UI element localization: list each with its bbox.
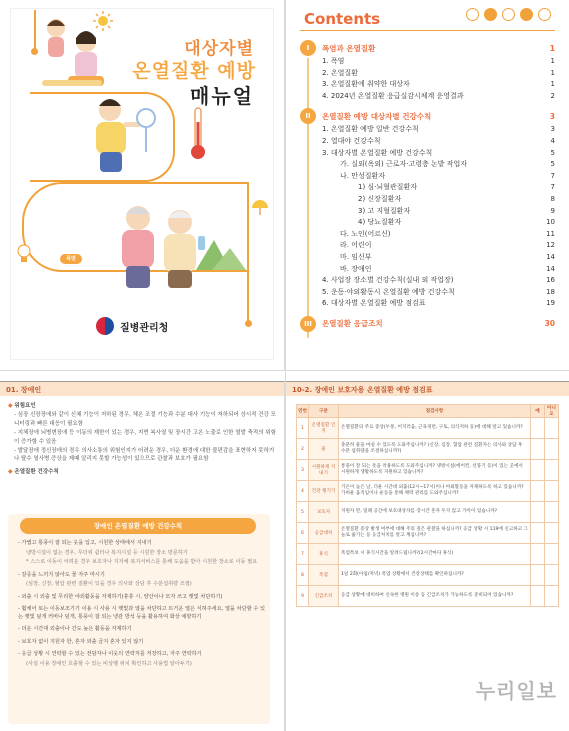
checklist-row <box>297 481 559 502</box>
contents-heading: Contents <box>304 10 381 28</box>
toc-page-number: 10 <box>546 218 555 227</box>
toc-item <box>300 275 555 287</box>
taegeuk-logo-icon <box>96 317 114 335</box>
toc-item <box>300 217 555 229</box>
no-checkbox[interactable] <box>545 502 559 523</box>
toc-item-title: 가. 실외(옥외) 근로자·고령층 논밭 작업자 <box>340 160 468 169</box>
hat-icon <box>484 8 497 21</box>
toc-item <box>300 194 555 206</box>
toc-item <box>300 148 555 160</box>
toc-item <box>300 68 555 80</box>
toc-page-number: 16 <box>546 276 555 285</box>
toc-item <box>300 171 555 183</box>
umbrella-icon <box>250 198 270 218</box>
yes-checkbox[interactable] <box>531 565 545 586</box>
toc-page-number: 9 <box>550 206 555 215</box>
toc-page-number: 8 <box>550 194 555 203</box>
guide-item: - 갈증을 느끼지 않아도 물 자주 마시기 <box>18 571 105 578</box>
toc-item-title: 3. 온열질환에 취약한 대상자 <box>322 80 410 89</box>
toc-item <box>300 264 555 276</box>
toc-item-title: 6. 대상자별 온열질환 예방 점검표 <box>322 299 426 308</box>
toc-item-title: 5. 운동·야외활동시 온열질환 예방 건강수칙 <box>322 287 455 296</box>
toc-item <box>300 240 555 252</box>
toc-section-title: 온열질환 예방 대상자별 건강수칙 <box>322 111 432 121</box>
cover-page <box>0 0 285 370</box>
heading-rule <box>300 30 555 31</box>
row-number: 8 <box>297 565 309 586</box>
cover-title-line3: 매뉴얼 <box>190 84 254 108</box>
toc-page-number: 3 <box>549 111 555 121</box>
no-checkbox[interactable] <box>545 460 559 481</box>
guide-item: - 더운 시간대 외출이나 간도 높은 활동을 자제하기 <box>18 626 132 632</box>
toc-item-title: 2) 신장질환자 <box>358 194 402 203</box>
toc-item-title: 4. 사업장 장소별 건강수칙(실내 외 작업장) <box>322 276 454 285</box>
toc-page-number: 4 <box>550 136 555 145</box>
yes-checkbox[interactable] <box>531 418 545 439</box>
risk-list <box>8 411 278 463</box>
row-category: 응급대처 <box>309 523 339 544</box>
lightbulb-icon <box>16 244 32 264</box>
toc-item-title: 4. 2024년 온열질환 응급실감시체계 운영결과 <box>322 91 464 100</box>
table-of-contents <box>300 40 555 332</box>
decor-line <box>247 182 249 322</box>
toc-item <box>300 79 555 91</box>
guide-items <box>18 540 266 673</box>
guide-item: - 휠체어 또는 이동보조기기 이용 시 사용 시 햇빛과 열을 차단하고 뜨거운 열은 식혀주세요, 열을 차단할 수 있는 햇빛 덮개 커버나 덮개, 통풍이 잘 되는 냉감 방석 등을 활용하여 화상 예방하기 <box>18 606 266 620</box>
toc-item <box>300 136 555 148</box>
toc-item <box>300 159 555 171</box>
row-number: 9 <box>297 586 309 607</box>
guide-title: 장애인 온열질환 예방 건강수칙 <box>20 518 256 534</box>
guide-item: - 외출 시 외출 및 무리한 야외활동을 자제하기(휴휴 시, 양산이나 모자 쓰고 햇빛 차단하기) <box>18 593 223 600</box>
toc-item <box>300 229 555 241</box>
row-number: 5 <box>297 502 309 523</box>
toc-item <box>300 287 555 299</box>
contents-icon-row <box>466 8 551 21</box>
checklist-row <box>297 502 559 523</box>
toc-page-number: 14 <box>546 252 555 261</box>
toc-section <box>300 40 555 56</box>
toc-item <box>300 91 555 103</box>
toc-page-number: 2 <box>550 91 555 100</box>
checklist-table <box>296 404 559 607</box>
row-category: 온열질환 인지 <box>309 418 339 439</box>
toc-item-title: 3. 대상자별 온열질환 예방 건강수칙 <box>322 148 433 157</box>
checklist-row <box>297 523 559 544</box>
toc-item-title: 4) 당뇨질환자 <box>358 218 402 227</box>
yes-checkbox[interactable] <box>531 544 545 565</box>
toc-item <box>300 252 555 264</box>
row-number: 1 <box>297 418 309 439</box>
toc-page-number: 7 <box>550 183 555 192</box>
toc-page-number: 7 <box>550 171 555 180</box>
section-header: 01. 장애인 <box>0 382 285 396</box>
mountain-illustration <box>196 232 246 270</box>
no-checkbox[interactable] <box>545 481 559 502</box>
row-number: 3 <box>297 460 309 481</box>
toc-item-title: 1. 온열질환 예방 일반 건강수칙 <box>322 125 419 134</box>
no-checkbox[interactable] <box>545 565 559 586</box>
guide-item: - 보호자 없이 지원자 한, 혼자 외출 금지 혼자 있지 않기 <box>18 638 144 645</box>
no-checkbox[interactable] <box>545 418 559 439</box>
checklist-row <box>297 439 559 460</box>
row-category: 시원하게 지내기 <box>309 460 339 481</box>
col-no: 연번 <box>297 405 309 418</box>
checklist-header: 10-2. 장애인 보호자용 온열질환 예방 점검표 <box>286 382 569 396</box>
row-number: 6 <box>297 523 309 544</box>
toc-page-number: 14 <box>546 264 555 273</box>
row-question: 통풍이 잘 되는 옷을 착용하도록 도와주십니까? 냉방시설(에어컨, 선풍기 등)이 있는 곳에서 시원하게 생활하도록 지원하고 있습니까? <box>339 460 531 481</box>
section-number-badge: II <box>300 108 316 124</box>
toc-page-number: 3 <box>550 125 555 134</box>
heat-sign-badge: 폭염 <box>60 254 82 264</box>
row-question: 1일 2회(아침/저녁) 폭염 상황에서 건강상태를 확인하십니까? <box>339 565 531 586</box>
toc-page-number: 12 <box>546 241 555 250</box>
cover-title-line2: 온열질환 예방 <box>132 60 256 82</box>
toc-item <box>300 56 555 68</box>
no-checkbox[interactable] <box>545 544 559 565</box>
risk-factors <box>8 402 278 477</box>
thermometer-icon <box>188 106 208 162</box>
toc-section-title: 폭염과 온열질환 <box>322 43 376 53</box>
toc-page-number: 19 <box>546 299 555 308</box>
toc-item-title: 바. 장애인 <box>340 264 372 273</box>
section-number-badge: I <box>300 40 316 56</box>
col-category: 구분 <box>309 405 339 418</box>
agency-logo <box>96 317 168 335</box>
toc-item-title: 2. 열대야 건강수칙 <box>322 136 381 145</box>
rule-label: 온열질환 건강수칙 <box>14 468 59 475</box>
toc-item-title: 마. 임신부 <box>340 252 372 261</box>
row-category: 휴식 <box>309 544 339 565</box>
yes-checkbox[interactable] <box>531 586 545 607</box>
row-question: 충분히 물을 마실 수 있도록 도와주십니까? (신장, 심장, 혈압 관련 질환자는 의사와 상담 후 수분 섭취량을 조절하십니까?) <box>339 439 531 460</box>
decor-dot <box>31 48 38 55</box>
row-number: 7 <box>297 544 309 565</box>
risk-item: - 발달장애 정신장애의 경우 의사소통의 위험인지가 어려운 경우, 더운 환경에 대한 불편감을 표현하지 못하거나 탈수 열사병 증상을 제때 알리지 못할 가능성이 있으므로 관찰과 보호가 필요함 <box>14 448 275 463</box>
row-category: 보호자 <box>309 502 339 523</box>
guide-item: * 스스로 이동이 어려운 경우 보호자나 지자체 복지서비스를 통해 도움을 받아 시원한 장소로 이동 필요 <box>26 559 258 565</box>
person-with-fan-illustration <box>76 92 162 174</box>
toc-item-title: 1) 심·뇌혈관질환자 <box>358 183 417 192</box>
row-question: 지원자 만, 밀폐 공간에 보호대상자를 장시간 혼자 두지 않고 가까이 있습니까? <box>339 502 531 523</box>
row-question: 기온이 높은 날, 더운 시간대 외출(12시~17시)이나 야외활동을 자제하도록 하고 있습니까? 가벼운 움직임이나 운동을 통해 체력 관리를 도와주십니까? <box>339 481 531 502</box>
col-no-answer: 아니오 <box>545 405 559 418</box>
contents-page <box>286 0 569 370</box>
toc-section <box>300 108 555 124</box>
toc-page-number: 1 <box>550 80 555 89</box>
toc-item <box>300 182 555 194</box>
row-category: 긴급조치 <box>309 586 339 607</box>
risk-item: - 지체장애 뇌병변장애 등 이동의 제한이 있는 경우, 지면 복사열 및 장시간 고온 노출로 인한 열발 축적의 위험이 증가할 수 있음 <box>14 430 276 445</box>
checklist-row <box>297 418 559 439</box>
yes-checkbox[interactable] <box>531 481 545 502</box>
risk-item: - 심장 신장장애와 같이 신체 기능이 저하된 경우, 체온 조절 기능과 수분 대사 기능이 저하되어 상시적 건강 모니터링과 빠른 대응이 필요함 <box>14 412 276 427</box>
toc-item-title: 다. 노인(어르신) <box>340 229 391 238</box>
toc-item-title: 라. 어린이 <box>340 241 372 250</box>
bullet-icon: ◆ <box>8 467 13 475</box>
toc-item-title: 2. 온열질환 <box>322 68 358 77</box>
decor-dot <box>245 320 252 327</box>
risk-label: 위험요인 <box>14 403 36 409</box>
row-category: 폭염 <box>309 565 339 586</box>
checklist-row <box>297 460 559 481</box>
people-sitting-illustration <box>38 14 110 98</box>
toc-section <box>300 316 555 332</box>
toc-item <box>300 206 555 218</box>
guide-item: (심장, 신장, 혈압 관련 질환이 있을 경우 의사와 상담 후 수분섭취량 조절) <box>26 581 192 587</box>
guide-item: - 응급 상황 시 연락할 수 있는 전담자나 이웃의 연락처를 저장하고, 자주 연락하기 <box>18 651 202 657</box>
guide-item: - 가볍고 통풍이 잘 되는 옷을 입고, 시원한 상태에서 지내기 <box>18 540 152 546</box>
watermark-text: 누리일보 <box>475 679 557 703</box>
checklist-row <box>297 544 559 565</box>
bullet-icon: ◆ <box>8 402 13 409</box>
toc-page-number: 30 <box>544 319 555 329</box>
toc-item <box>300 124 555 136</box>
col-yes: 예 <box>531 405 545 418</box>
guide-item: 냉방시설이 없는 경우, 무더위 쉼터나 복지시설 등 시원한 장소 방문하기 <box>26 549 188 556</box>
row-category: 건강 챙기기 <box>309 481 339 502</box>
toc-section-title: 온열질환 응급조치 <box>322 319 383 329</box>
checklist-header-row <box>297 405 559 418</box>
toc-page-number: 11 <box>546 229 555 238</box>
yes-checkbox[interactable] <box>531 439 545 460</box>
row-question: 온열질환의 주요 증상(두통, 어지러움, 근육경련, 구토, 의식저하 등)에 대해 알고 있습니까? <box>339 418 531 439</box>
checklist-row <box>297 565 559 586</box>
yes-checkbox[interactable] <box>531 460 545 481</box>
section-number-badge: III <box>300 316 316 332</box>
toc-page-number: 5 <box>550 160 555 169</box>
checklist-page <box>286 381 569 731</box>
agency-name: 질병관리청 <box>120 322 169 334</box>
row-number: 4 <box>297 481 309 502</box>
toc-item-title: 3) 고 지혈질환자 <box>358 206 411 215</box>
toc-page-number: 18 <box>546 287 555 296</box>
no-checkbox[interactable] <box>545 439 559 460</box>
row-category: 물 <box>309 439 339 460</box>
checklist-row <box>297 586 559 607</box>
row-question: 응급 상황에 대비하여 신속한 병원 이송 등 긴급조치가 가능하도록 준비되어 있습니까? <box>339 586 531 607</box>
yes-checkbox[interactable] <box>531 502 545 523</box>
disabled-guide-page <box>0 381 285 731</box>
toc-page-number: 1 <box>550 57 555 65</box>
toc-page-number: 5 <box>550 148 555 157</box>
toc-page-number: 1 <box>550 68 555 77</box>
row-question: 폭염특보 시 휴식시간을 알려드립니까?(2시간마다 휴식) <box>339 544 531 565</box>
decor-line <box>34 10 36 50</box>
toc-item-title: 1. 폭염 <box>322 57 345 65</box>
sun-icon <box>466 8 479 21</box>
col-question: 점검사항 <box>339 405 531 418</box>
toc-page-number: 1 <box>549 43 555 53</box>
toc-item <box>300 298 555 310</box>
guide-item: (사설 이용 장애인 호출할 수 있는 비상벨 위치 확인하고 사용법 알아두기) <box>26 660 192 667</box>
fan-icon <box>502 8 515 21</box>
yes-checkbox[interactable] <box>531 523 545 544</box>
toc-item-title: 나. 만성질환자 <box>340 171 386 180</box>
row-question: 온열질환 증상 발생 여부에 대해 주의 깊은 관찰을 하십니까? 응급 상황 시 119에 신고하고 그늘로 옮기는 등 응급처치를 알고 계십니까? <box>339 523 531 544</box>
no-checkbox[interactable] <box>545 586 559 607</box>
no-checkbox[interactable] <box>545 523 559 544</box>
umbrella-icon <box>538 8 551 21</box>
cover-title-line1: 대상자별 <box>184 39 254 59</box>
thermometer-icon <box>520 8 533 21</box>
row-number: 2 <box>297 439 309 460</box>
